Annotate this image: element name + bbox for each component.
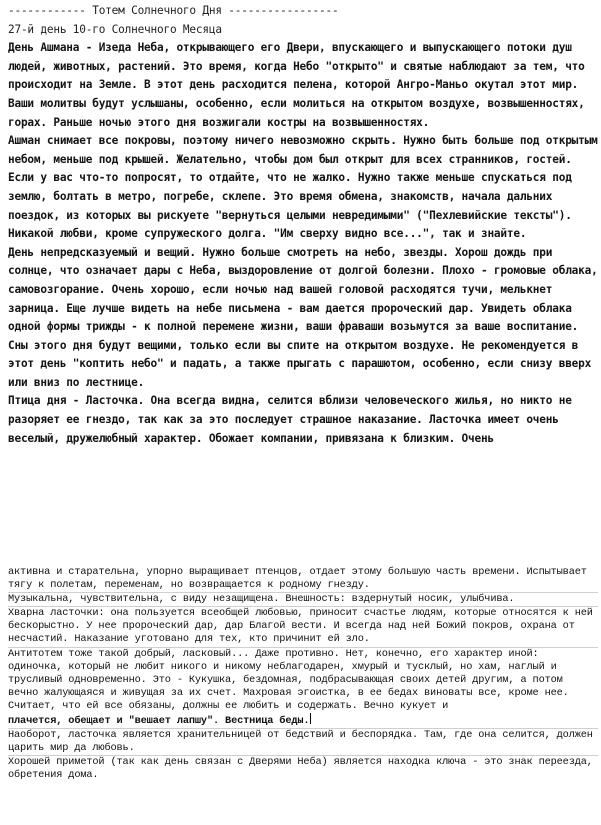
- paragraph-cuckoo-cont: [8, 713, 598, 728]
- scanned-text-block: [8, 2, 598, 448]
- paragraph-swallow: Птица дня - Ласточка. Она всегда видна, селится вблизи человеческого жилья, но никто не разоряет ее гнездо, так как за это последует страшное наказание. Ласточка имеет очень веселый, дружелюбный характер. Обожает компании, привязана к близким. Очень: [8, 394, 572, 445]
- paragraph-swallow-cont: активна и старательна, упорно выращивает птенцов, отдает этому большую часть времени. Испытывает тягу к полетам, переменам, но возвращается к родному гнезду.: [8, 566, 587, 592]
- date-line: 27-й день 10-го Солнечного Месяца: [8, 22, 222, 36]
- paragraph-omens: День непредсказуемый и вещий. Нужно больше смотреть на небо, звезды. Хорош дождь при солнце, что означает дары с Неба, выздоровление от долгой болезни. Плохо - громовые облака, самовозгорание. Очень хорошо, если ночью над вашей головой расходятся тучи, мелькнет зарница. Еще лучше видеть на небе письмена - вам дается пророческий дар. Увидеть облака одной формы трижды - к полной перемене жизни, ваши фраваши возьмутся за ваше воспитание. Сны этого дня будут вещими, только если вы спите на открытом воздухе. Не рекомендуется в этот день "коптить небо" и падать, а также прыгать с парашютом, особенно, если снизу вверх или вниз по лестнице.: [8, 245, 598, 389]
- paragraph-musical: Музыкальна, чувствительна, с виду незащищена. Внешность: вздернутый носик, улыбчива.: [8, 592, 598, 606]
- paragraph-antitotem: Антитотем тоже такой добрый, ласковый... Даже противно. Нет, конечно, его характер иной: одиночка, который не любит никого и никому неблагодарен, хмурый и тусклый, но хам, наглый и трусливый одновременно. Это - Кукушка, бездомная, подбрасывающая своих детей другим, а потом вечно жалующаяся и живущая за их счет. Махровая эгоистка, в ее бедах виноваты все, кроме нее. Считает, что ей все обязаны, должны ее любить и содержать. Вечно кукует и: [8, 647, 598, 713]
- paragraph-love: Никакой любви, кроме супружеского долга. "Им сверху видно все...", так и знайте.: [8, 227, 527, 241]
- paragraph-keeper: Наоборот, ласточка является хранительницей от бедствий и беспорядка. Там, где она селится, должен царить мир да любовь.: [8, 728, 598, 755]
- paragraph-key-omen: Хорошей приметой (так как день связан с Дверями Неба) является находка ключа - это знак переезда, обретения дома.: [8, 755, 598, 782]
- totem-header: ------------ Тотем Солнечного Дня -----------------: [8, 4, 339, 17]
- editable-text-block[interactable]: [8, 566, 598, 783]
- paragraph-coverings: Ашман снимает все покровы, поэтому ничего невозможно скрыть. Нужно быть больше под открытым небом, меньше под крышей. Желательно, чтобы дом был открыт для всех странников, гостей. Если у вас что-то попросят, то отдайте, что не жалко. Нужно также меньше спускаться под землю, болтать в метро, погребе, склепе. Это время обмена, знакомств, начала дальних поездок, из которых вы рискуете "вернуться целыми невредимыми" ("Пехлевийские тексты").: [8, 134, 598, 222]
- paragraph-hvarna: Хварна ласточки: она пользуется всеобщей любовью, приносит счастье людям, которые относятся к ней бескорыстно. У нее пророческий дар, дар Благой вести. И всегда над ней Божий покров, охрана от несчастий. Наказание уготовано для тех, кто причинит ей зло.: [8, 606, 598, 646]
- text-cursor: [310, 713, 311, 724]
- paragraph-ashman: День Ашмана - Изеда Неба, открывающего его Двери, впускающего и выпускающего потоки душ людей, животных, растений. Это время, когда Небо "открыто" и святые наблюдают за тем, что происходит на Земле. В этот день расходится пелена, которой Ангро-Маньо окутал этот мир. Ваши молитвы будут услышаны, особенно, если молиться на открытом воздухе, возвышенностях, горах. Раньше ночью этого дня возжигали костры на возвышенностях.: [8, 41, 585, 129]
- cuckoo-cont-text: плачется, обещает и "вешает лапшу". Вестница беды.: [8, 715, 310, 728]
